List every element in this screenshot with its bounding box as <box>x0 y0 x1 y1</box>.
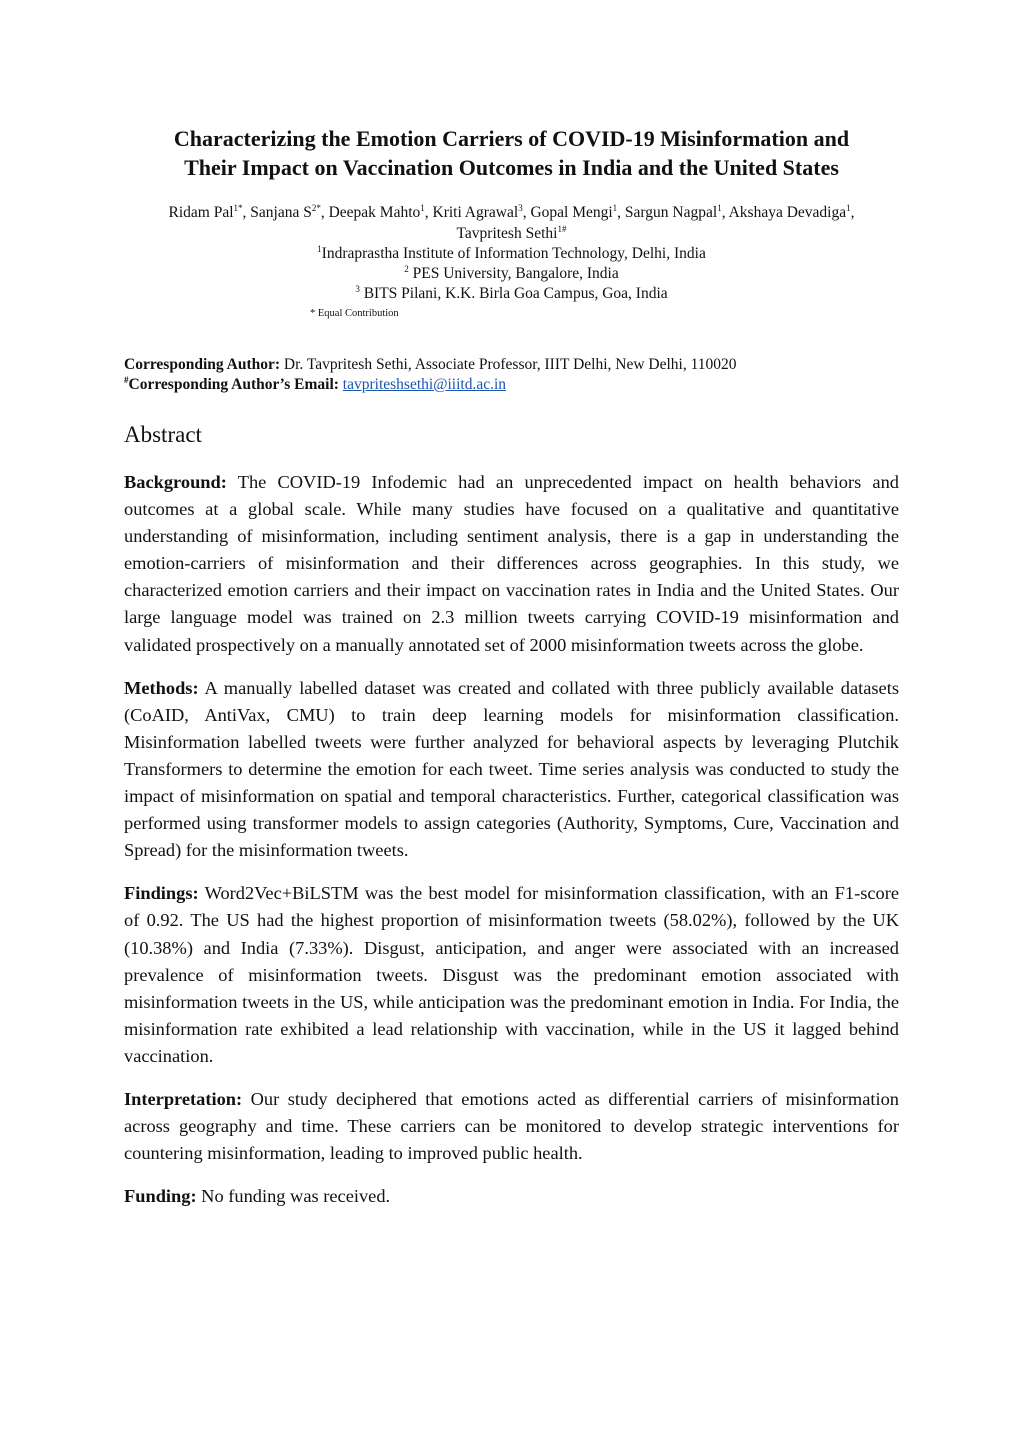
author: Gopal Mengi$^1$, <box>530 203 625 221</box>
title-line-2: Their Impact on Vaccination Outcomes in India and the United States <box>184 155 839 180</box>
corresponding-author <box>124 355 899 395</box>
title-line-1: Characterizing the Emotion Carriers of COVID-19 Misinformation and <box>173 126 850 151</box>
author: Deepak Mahto$^1$, <box>328 203 433 221</box>
author: Akshaya Devadiga$^1$, <box>728 203 855 221</box>
email-link[interactable]: tavpriteshsethi@iiitd.ac.in <box>342 376 507 393</box>
abstract-funding: Funding: No funding was received. <box>124 1186 391 1207</box>
affiliation: $^1$Indraprastha Institute of Information Technology, Delhi, India <box>317 244 706 262</box>
affiliation: $^2$ PES University, Bangalore, India <box>404 264 619 282</box>
author: Sargun Nagpal$^1$, <box>624 203 729 221</box>
paper-page <box>124 124 899 1226</box>
paper-title <box>124 124 899 182</box>
abstract-findings: Findings: Word2Vec+BiLSTM was the best model for misinformation classification, with an F1-score of 0.92. The US had the highest proportion of misinformation tweets (58.02%), followed by the UK (10.38%) and India (7.33%). Disgust, anticipation, and anger were associated with an increased prevalence of misinformation tweets. Disgust was the predominant emotion associated with misinformation tweets in the US, while anticipation was the predominant emotion in India. For India, the misinformation rate exhibited a lead relationship with vaccination, while in the US it lagged behind vaccination. <box>124 883 899 1066</box>
abstract-heading: Abstract <box>124 422 202 447</box>
corresponding-text: Dr. Tavpritesh Sethi, Associate Professor, IIIT Delhi, New Delhi, 110020 <box>280 356 737 373</box>
author: Sanjana $S^{2*}$, <box>250 203 329 221</box>
corresponding-label: Corresponding Author: <box>124 356 281 373</box>
equal-contribution-note: * Equal Contribution <box>310 308 399 319</box>
author: Kriti Agrawal$^3$, <box>432 203 531 221</box>
abstract-methods: Methods: A manually labelled dataset was created and collated with three publicly available datasets (CoAID, AntiVax, CMU) to train deep learning models for misinformation classification. Misinformation labelled tweets were further analyzed for behavioral aspects by leveraging Plutchik Transformers to determine the emotion for each tweet. Time series analysis was conducted to study the impact of misinformation on spatial and temporal characteristics. Further, categorical classification was performed using transformer models to assign categories (Authority, Symptoms, Cure, Vaccination and Spread) for the misinformation tweets. <box>124 677 899 861</box>
author-list <box>124 202 899 244</box>
affiliation: $^3$ BITS Pilani, K.K. Birla Goa Campus, Goa, India <box>355 284 668 302</box>
email-label: #Corresponding Author’s Email: <box>124 375 339 393</box>
abstract-interpretation: Interpretation: Our study deciphered that emotions acted as differential carriers of misinformation across geography and time. These carriers can be monitored to develop strategic interventions for countering misinformation, leading to improved public health. <box>124 1088 899 1164</box>
author: Ridam Pal$^{1*}$, <box>168 203 251 221</box>
abstract-background: Background: The COVID-19 Infodemic had an unprecedented impact on health behaviors and outcomes at a global scale. While many studies have focused on a qualitative and quantitative understanding of misinformation, including sentiment analysis, there is a gap in understanding the emotion-carriers of misinformation and their differences across geographies. In this study, we characterized emotion carriers and their impact on vaccination rates in India and the United States. Our large language model was trained on 2.3 million tweets carrying COVID-19 misinformation and validated prospectively on a manually annotated set of 2000 misinformation tweets across the globe. <box>124 472 899 655</box>
author: Tavpritesh Sethi$^{1\#}$ <box>456 224 567 242</box>
